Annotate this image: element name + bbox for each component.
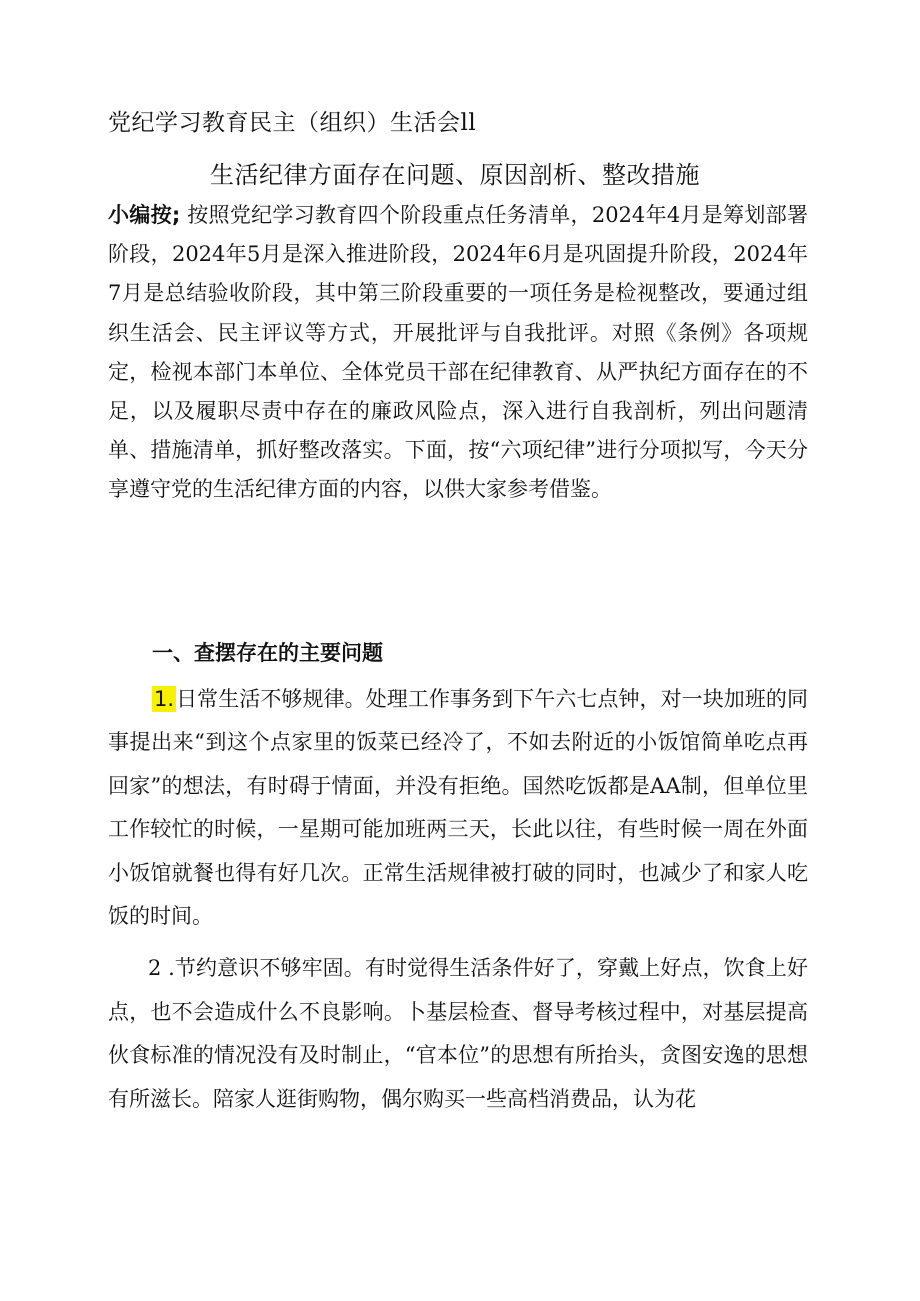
item-number: 2	[148, 956, 162, 980]
editor-note-label: 小编按;	[108, 203, 181, 227]
editor-note-text: 按照党纪学习教育四个阶段重点任务清单，2024年4月是筹划部署阶段，2024年5月是深入推进阶段，2024年6月是巩固提升阶段，2024年7月是总结验收阶段，其中第三阶段重要的一项任务是检视整改，要通过组织生活会、民主评议等方式，开展批评与自我批评。对照《条例》各项规定，检视本部门本单位、全体党员干部在纪律教育、从严执纪方面存在的不足，以及履职尽责中存在的廉政风险点，深入进行自我剖析，列出问题清单、措施清单，抓好整改落实。下面，按“六项纪律”进行分项拟写，今天分享遵守党的生活纪律方面的内容，以供大家参考借鉴。	[108, 203, 808, 502]
editor-note	[108, 196, 808, 510]
item-text: .节约意识不够牢固。有时觉得生活条件好了，穿戴上好点，饮食上好点，也不会造成什么不良影响。卜基层检查、督导考核过程中，对基层提高伙食标准的情况没有及时制止，“官本位”的思想有所抬头，贪图安逸的思想有所滋长。陪家人逛街购物，偶尔购买一些高档消费品，认为花	[108, 956, 808, 1111]
item-text: 日常生活不够规律。处理工作事务到下午六七点钟，对一块加班的同事提出来“到这个点家里的饭菜已经冷了，不如去附近的小饭馆简单吃点再回家”的想法，有时碍于情面，并没有拒绝。国然吃饭都是AA制，但单位里工作较忙的时候，一星期可能加班两三天，长此以往，有些时候一周在外面小饭馆就餐也得有好几次。正常生活规律被打破的同时，也减少了和家人吃饭的时间。	[108, 687, 808, 929]
item-number-highlight: 1.	[154, 687, 175, 711]
problem-item-1	[108, 678, 808, 938]
problem-item-2	[108, 947, 808, 1121]
document-title: 党纪学习教育民主（组织）生活会ll	[108, 110, 477, 136]
document-subtitle: 生活纪律方面存在问题、原因剖析、整改措施	[210, 161, 700, 189]
section-heading: 一、查摆存在的主要问题	[152, 641, 383, 665]
